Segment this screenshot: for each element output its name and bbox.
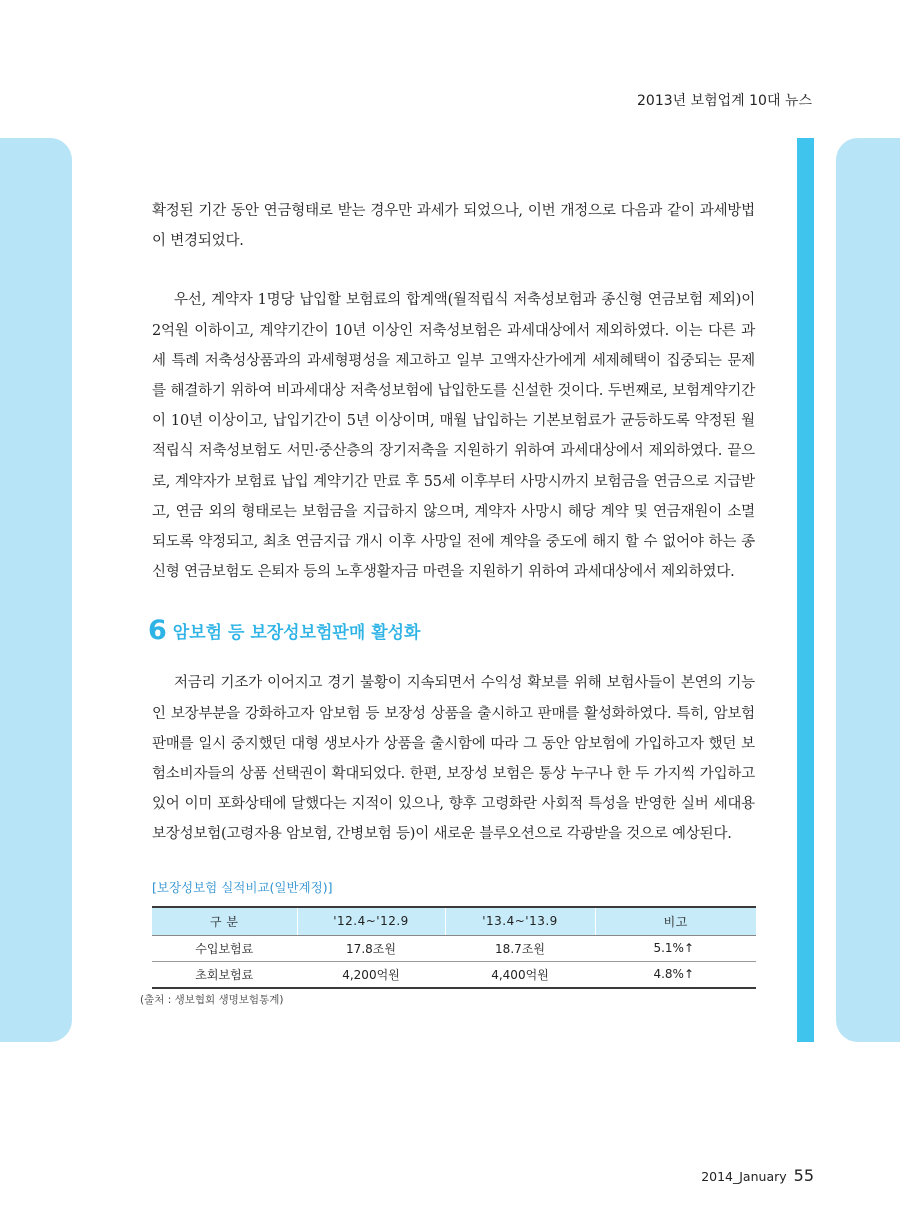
right-side-tab	[836, 138, 900, 1042]
left-side-tab	[0, 138, 72, 1042]
table-row	[152, 961, 756, 988]
paragraph-protection-insurance: 저금리 기조가 이어지고 경기 불황이 지속되면서 수익성 확보를 위해 보험사들이 본연의 기능인 보장부분을 강화하고자 암보험 등 보장성 상품을 출시하고 판매를 활성화하였다. 특히, 암보험 판매를 일시 중지했던 대형 생보사가 상품을 출시함에 따라 그 동안 암보험에 가입하고자 했던 보험소비자들의 상품 선택권이 확대되었다. 한편, 보장성 보험은 통상 누구나 한 두 가지씩 가입하고 있어 이미 포화상태에 달했다는 지적이 있으나, 향후 고령화란 사회적 특성을 반영한 실버 세대용 보장성보험(고령자용 암보험, 간병보험 등)이 새로운 블루오션으로 각광받을 것으로 예상된다.	[152, 675, 755, 843]
row-curr-value: 18.7조원	[445, 935, 595, 961]
section-number: 6	[148, 615, 167, 647]
header-period-2012: '12.4~'12.9	[297, 907, 445, 936]
table-caption: [보장성보험 실적비교(일반계정)]	[152, 879, 333, 895]
header-period-2013: '13.4~'13.9	[445, 907, 595, 936]
row-prev-value: 4,200억원	[297, 961, 445, 988]
performance-table	[152, 906, 756, 989]
row-label: 초회보험료	[152, 961, 297, 988]
row-prev-value: 17.8조원	[297, 935, 445, 961]
row-label: 수입보험료	[152, 935, 297, 961]
paragraph-tax-exemption: 우선, 계약자 1명당 납입할 보험료의 합계액(월적립식 저축성보험과 종신형 연금보험 제외)이 2억원 이하이고, 계약기간이 10년 이상인 저축성보험은 과세대상에서 제외하였다. 이는 다른 과세 특례 저축성상품과의 과세형평성을 제고하고 일부 고액자산가에게 세제혜택이 집중되는 문제를 해결하기 위하여 비과세대상 저축성보험에 납입한도를 신설한 것이다. 두번째로, 보험계약기간이 10년 이상이고, 납입기간이 5년 이상이며, 매월 납입하는 기본보험료가 균등하도록 약정된 월적립식 저축성보험도 서민·중산층의 장기저축을 지원하기 위하여 과세대상에서 제외하였다. 끝으로, 계약자가 보험료 납입 계약기간 만료 후 55세 이후부터 사망시까지 보험금을 연금으로 지급받고, 연금 외의 형태로는 보험금을 지급하지 않으며, 계약자 사망시 해당 계약 및 연금재원이 소멸되도록 약정되고, 최초 연금지급 개시 이후 사망일 전에 계약을 중도에 해지 할 수 없어야 하는 종신형 연금보험도 은퇴자 등의 노후생활자금 마련을 지원하기 위하여 과세대상에서 제외하였다.	[152, 292, 755, 581]
table-source-note: (출처 : 생보협회 생명보험통계)	[140, 993, 284, 1006]
section-title: 암보험 등 보장성보험판매 활성화	[172, 623, 421, 644]
article-body	[140, 196, 755, 1007]
accent-stripe	[797, 138, 814, 1042]
section-heading	[148, 615, 755, 647]
page-number: 55	[793, 1166, 814, 1185]
paragraph-continued: 확정된 기간 동안 연금형태로 받는 경우만 과세가 되었으나, 이번 개정으로 다음과 같이 과세방법이 변경되었다.	[152, 203, 755, 250]
row-curr-value: 4,400억원	[445, 961, 595, 988]
table-header-row	[152, 907, 756, 936]
issue-label: 2014_January	[701, 1169, 787, 1184]
running-header-title: 2013년 보험업계 10대 뉴스	[637, 93, 812, 109]
table-row	[152, 935, 756, 961]
page-footer	[701, 1166, 814, 1185]
row-change: 5.1%↑	[595, 935, 756, 961]
header-category: 구 분	[152, 907, 297, 936]
row-change: 4.8%↑	[595, 961, 756, 988]
header-note: 비고	[595, 907, 756, 936]
